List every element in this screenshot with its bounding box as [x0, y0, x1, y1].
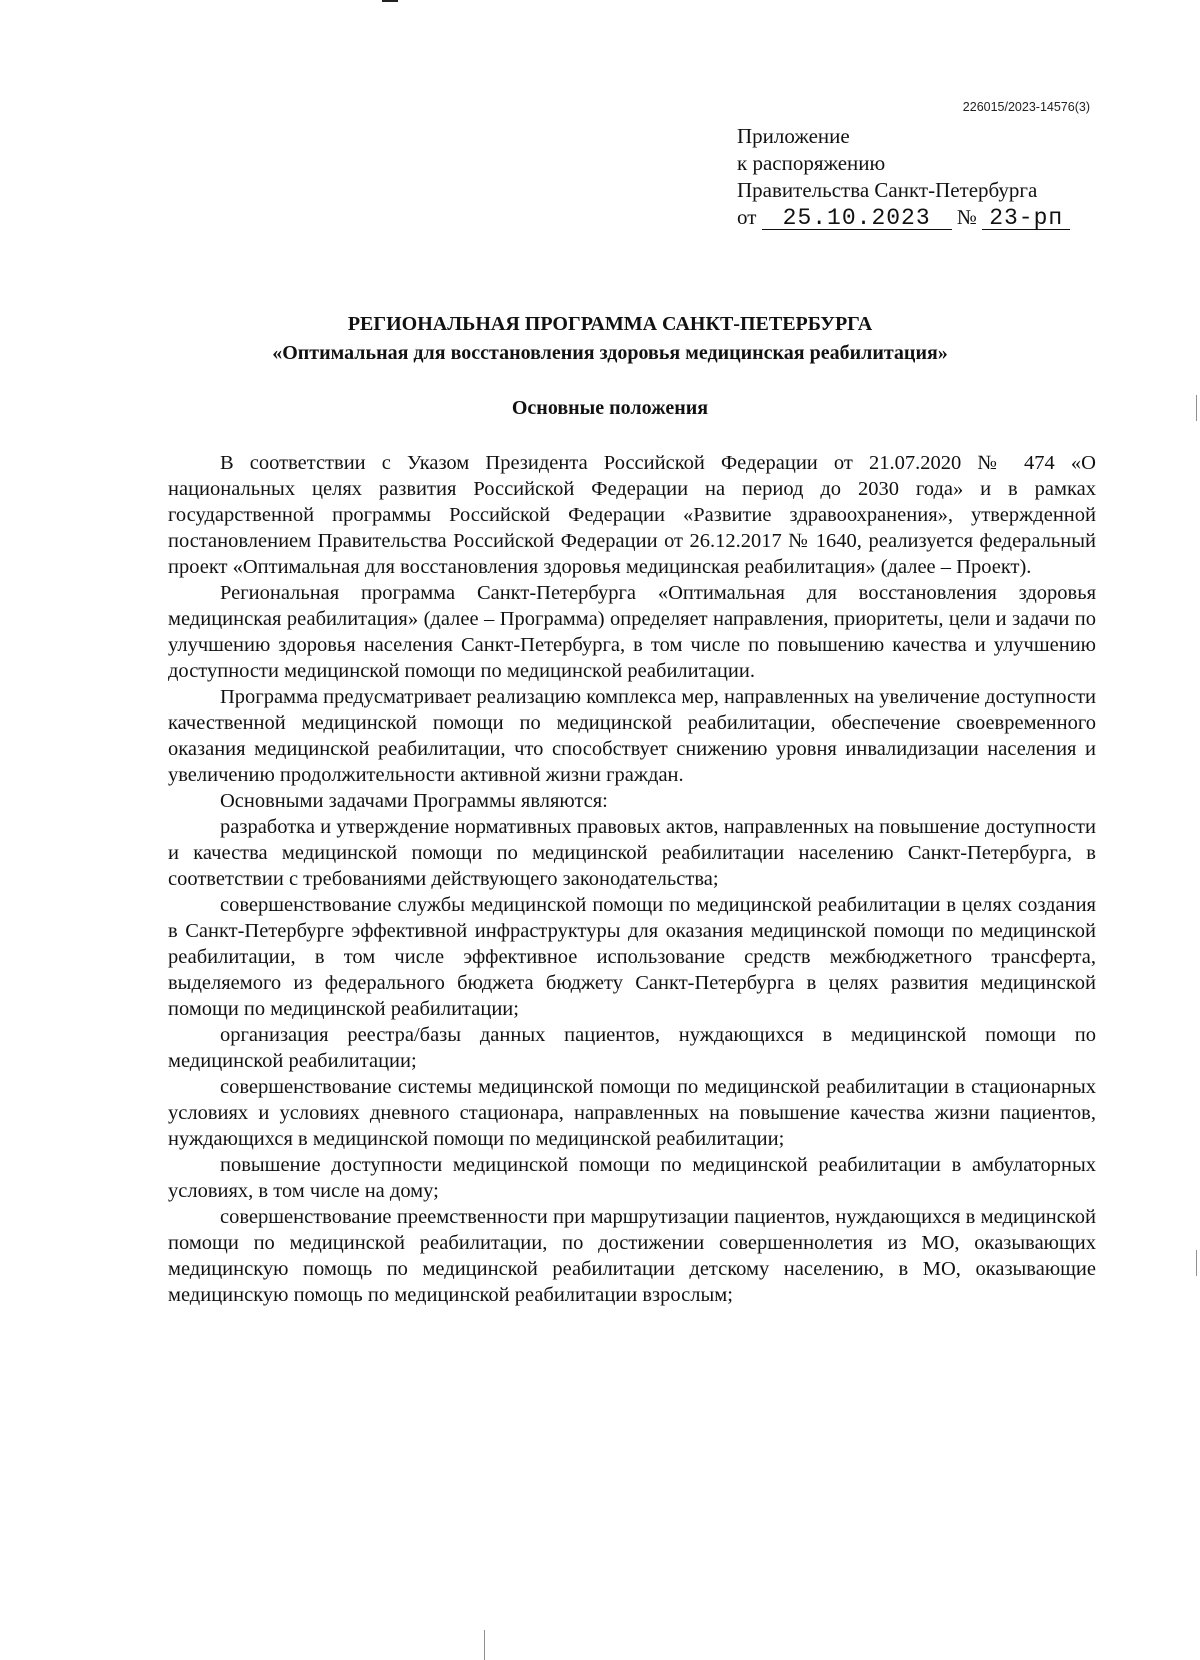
paragraph: разработка и утверждение нормативных правовых актов, направленных на повышение доступности и качества медицинской помощи по медицинской реабилитации населению Санкт-Петербурга, в соответствии с требованиями действующего законодательства;: [168, 816, 1096, 890]
paragraph: повышение доступности медицинской помощи по медицинской реабилитации в амбулаторных условиях, в том числе на дому;: [168, 1154, 1096, 1202]
appendix-block: [737, 123, 1070, 231]
section-title: Основные положения: [511, 397, 709, 419]
paragraph: Основными задачами Программы являются:: [220, 790, 608, 812]
scan-artifact-top: [382, 0, 398, 2]
appendix-line-3: Правительства Санкт-Петербурга: [737, 178, 1038, 202]
document-id-number: 226015/2023-14576(3): [962, 100, 1090, 114]
order-number: 23-рп: [982, 207, 1070, 230]
paragraph: Региональная программа Санкт-Петербурга «Оптимальная для восстановления здоровья медицинская реабилитация» (далее – Программа) определяет направления, приоритеты, цели и задачи по улучшению здоровья населения Санкт-Петербурга, в том числе по повышению качества и улучшению доступности медицинской помощи по медицинской реабилитации.: [168, 582, 1096, 682]
paragraph: совершенствование преемственности при маршрутизации пациентов, нуждающихся в медицинской помощи по медицинской реабилитации, по достижении совершеннолетия из МО, оказывающих медицинскую помощь по медицинской реабилитации детскому населению, в МО, оказывающие медицинскую помощь по медицинской реабилитации взрослым;: [168, 1206, 1096, 1306]
program-title: РЕГИОНАЛЬНАЯ ПРОГРАММА САНКТ-ПЕТЕРБУРГА: [347, 313, 873, 335]
paragraph: В соответствии с Указом Президента Российской Федерации от 21.07.2020 № 474 «О национальных целях развития Российской Федерации на период до 2030 года» и в рамках государственной программы Российской Федерации «Развитие здравоохранения», утвержденной постановлением Правительства Российской Федерации от 26.12.2017 № 1640, реализуется федеральный проект «Оптимальная для восстановления здоровья медицинская реабилитация» (далее – Проект).: [168, 452, 1096, 578]
appendix-line-1: Приложение: [737, 124, 850, 148]
document-body: [168, 450, 1096, 1308]
date-value: 25.10.2023: [762, 207, 952, 230]
program-subtitle: «Оптимальная для восстановления здоровья медицинская реабилитация»: [272, 342, 948, 364]
scan-artifact-right: [1196, 395, 1197, 421]
appendix-date-line: [737, 204, 1070, 231]
paragraph: организация реестра/базы данных пациентов, нуждающихся в медицинской помощи по медицинской реабилитации;: [168, 1024, 1096, 1072]
paragraph: Программа предусматривает реализацию комплекса мер, направленных на увеличение доступности качественной медицинской помощи по медицинской реабилитации, обеспечение своевременного оказания медицинской реабилитации, что способствует снижению уровня инвалидизации населения и увеличению продолжительности активной жизни граждан.: [168, 686, 1096, 786]
scan-artifact-bottom: [484, 1630, 485, 1660]
number-prefix: №: [956, 205, 977, 229]
paragraph: совершенствование службы медицинской помощи по медицинской реабилитации в целях создания в Санкт-Петербурге эффективной инфраструктуры для оказания медицинской помощи по медицинской реабилитации, в том числе эффективное использование средств межбюджетного трансферта, выделяемого из федерального бюджета бюджету Санкт-Петербурга в целях развития медицинской помощи по медицинской реабилитации;: [168, 894, 1096, 1020]
scan-artifact-right-2: [1196, 1250, 1197, 1276]
paragraph: совершенствование системы медицинской помощи по медицинской реабилитации в стационарных условиях и условиях дневного стационара, направленных на повышение качества жизни пациентов, нуждающихся в медицинской помощи по медицинской реабилитации;: [168, 1076, 1096, 1150]
date-prefix: от: [737, 205, 757, 229]
appendix-line-2: к распоряжению: [737, 151, 886, 175]
